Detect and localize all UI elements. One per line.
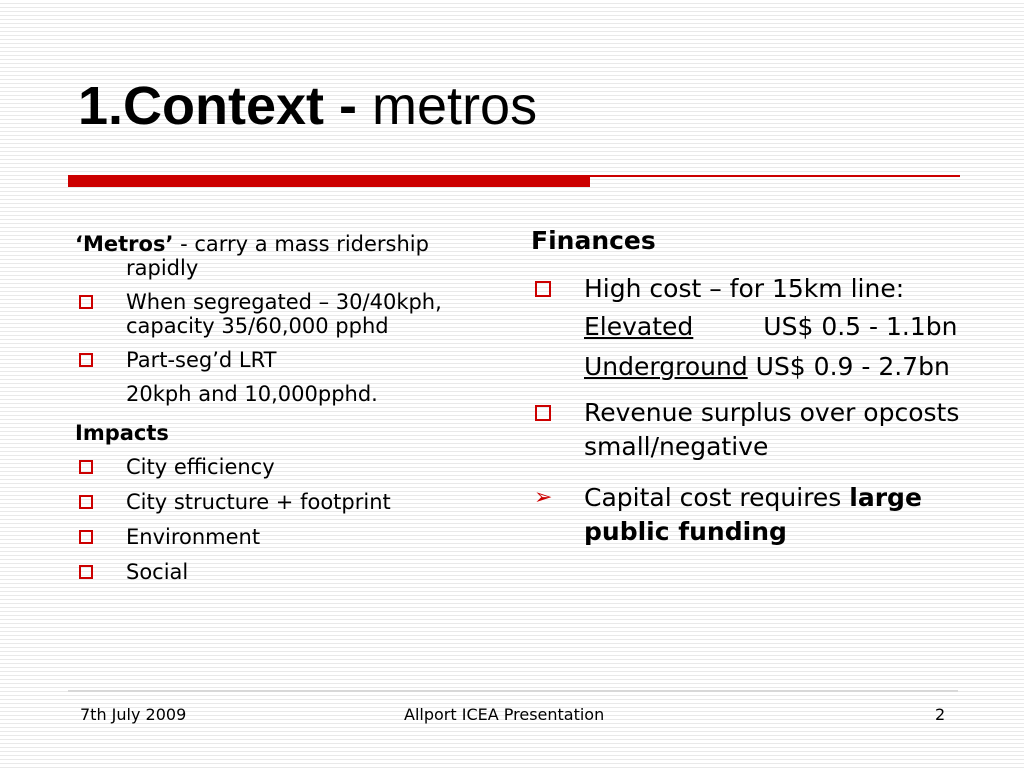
square-bullet-icon (79, 530, 93, 544)
list-item-high-cost (531, 272, 976, 306)
list-item-revenue (531, 396, 976, 464)
title-bold: 1.Context - (78, 76, 358, 136)
square-bullet-icon (535, 405, 551, 421)
square-bullet-icon (79, 295, 93, 309)
lrt-text: Part-seg’d LRT (126, 348, 277, 372)
elevated-label: Elevated (584, 312, 694, 341)
square-bullet-icon (79, 495, 93, 509)
footer-presentation-title: Allport ICEA Presentation (404, 705, 605, 724)
list-item-impact (75, 525, 475, 549)
impacts-heading: Impacts (75, 421, 169, 445)
elevated-value: US$ 0.5 - 1.1bn (763, 312, 958, 341)
underground-cost (531, 350, 976, 384)
footer-rule (68, 690, 958, 692)
underground-value: US$ 0.9 - 2.7bn (755, 352, 950, 381)
lrt-detail (75, 382, 475, 406)
lrt-detail-text: 20kph and 10,000pphd. (126, 382, 378, 406)
square-bullet-icon (79, 353, 93, 367)
impact-text: Social (126, 560, 189, 584)
footer-date: 7th July 2009 (80, 705, 187, 724)
metros-intro (75, 232, 475, 280)
list-item-capital (531, 481, 976, 549)
elevated-cost (531, 310, 976, 344)
segregated-text: When segregated – 30/40kph, capacity 35/60,000 pphd (126, 290, 442, 338)
right-column (531, 224, 976, 549)
footer-page-number: 2 (935, 705, 946, 724)
capital-text: Capital cost requires (584, 483, 842, 512)
capital-emphasis: large public funding (584, 483, 922, 546)
impact-text: City efficiency (126, 455, 275, 479)
revenue-text: Revenue surplus over opcosts small/negative (584, 398, 960, 461)
metros-description: - carry a mass ridership rapidly (126, 232, 429, 280)
impact-text: City structure + footprint (126, 490, 391, 514)
square-bullet-icon (535, 281, 551, 297)
finances-heading: Finances (531, 226, 656, 255)
square-bullet-icon (79, 460, 93, 474)
list-item-segregated (75, 290, 475, 338)
title-underline-thick (68, 175, 590, 187)
high-cost-text: High cost – for 15km line: (584, 274, 905, 303)
slide-title (78, 72, 537, 140)
impact-text: Environment (126, 525, 261, 549)
list-item-lrt (75, 348, 475, 372)
title-regular: metros (372, 76, 538, 136)
underground-label: Underground (584, 352, 748, 381)
title-underline-thin (590, 175, 960, 177)
metros-term: ‘Metros’ (75, 232, 174, 256)
left-column (75, 228, 475, 584)
list-item-impact (75, 560, 475, 584)
list-item-impact (75, 455, 475, 479)
list-item-impact (75, 490, 475, 514)
arrow-bullet-icon: ➢ (534, 485, 553, 510)
square-bullet-icon (79, 565, 93, 579)
